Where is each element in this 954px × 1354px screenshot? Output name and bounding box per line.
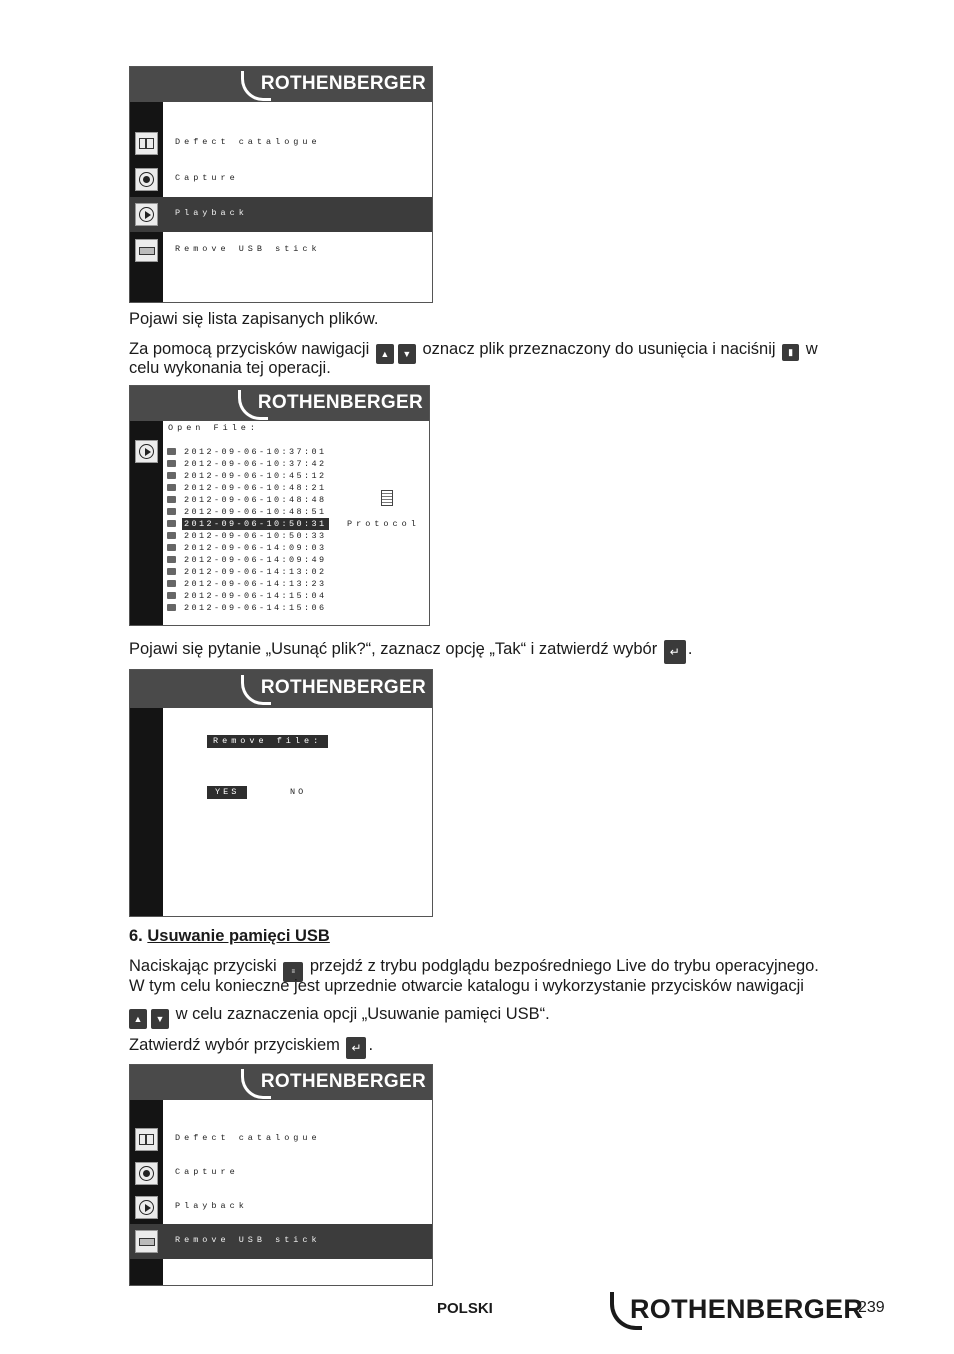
menu-label: Defect catalogue bbox=[175, 137, 321, 147]
footer-language: POLSKI bbox=[437, 1300, 493, 1317]
menu-label: Defect catalogue bbox=[175, 1133, 321, 1143]
screen-header bbox=[130, 1065, 432, 1100]
camera-icon bbox=[167, 556, 176, 563]
nav-up-button-icon: ▲ bbox=[129, 1009, 147, 1029]
menu-item-defect-catalogue[interactable] bbox=[130, 126, 432, 161]
camera-icon bbox=[167, 508, 176, 515]
yes-option[interactable]: YES bbox=[207, 786, 247, 799]
section-heading: 6. Usuwanie pamięci USB bbox=[129, 927, 330, 945]
paragraph-usb-3: ▲ ▼ w celu zaznaczenia opcji „Usuwanie pamięci USB“. bbox=[129, 1005, 550, 1029]
menu-item-capture[interactable] bbox=[130, 1156, 432, 1191]
menu-item-playback[interactable] bbox=[130, 197, 432, 232]
file-name: 2012-09-06-14:15:06 bbox=[184, 603, 327, 613]
camera-icon bbox=[167, 544, 176, 551]
nav-down-button-icon: ▼ bbox=[151, 1009, 169, 1029]
screen-main-menu-usb bbox=[129, 1064, 433, 1286]
file-name: 2012-09-06-14:09:49 bbox=[184, 555, 327, 565]
camera-icon bbox=[167, 568, 176, 575]
enter-button-icon: ↵ bbox=[346, 1037, 366, 1059]
paragraph-usb-1: Naciskając przyciski ≡ przejdź z trybu podglądu bezpośredniego Live do trybu operacyjnego. bbox=[129, 957, 819, 982]
usb-icon bbox=[135, 239, 158, 262]
document-icon bbox=[381, 490, 393, 506]
menu-label: Playback bbox=[175, 1201, 248, 1211]
rothenberger-logo: ROTHENBERGER bbox=[261, 674, 426, 702]
menu-label: Capture bbox=[175, 1167, 239, 1177]
usb-icon bbox=[135, 1230, 158, 1253]
record-icon bbox=[135, 1162, 158, 1185]
file-name: 2012-09-06-10:48:21 bbox=[184, 483, 327, 493]
menu-item-playback[interactable] bbox=[130, 1190, 432, 1225]
book-icon bbox=[135, 132, 158, 155]
file-name: 2012-09-06-10:50:33 bbox=[184, 531, 327, 541]
camera-icon bbox=[167, 472, 176, 479]
paragraph-navigation-cont: celu wykonania tej operacji. bbox=[129, 359, 331, 377]
menu-label: Remove USB stick bbox=[175, 1235, 321, 1245]
nav-up-button-icon: ▲ bbox=[376, 344, 394, 364]
open-file-title: Open File: bbox=[168, 423, 260, 433]
menu-item-capture[interactable] bbox=[130, 162, 432, 197]
menu-label: Capture bbox=[175, 173, 239, 183]
camera-icon bbox=[167, 484, 176, 491]
screen-sidebar bbox=[130, 708, 163, 916]
paragraph-confirm-delete: Pojawi się pytanie „Usunąć plik?“, zaznacz opcję „Tak“ i zatwierdź wybór ↵ . bbox=[129, 640, 692, 664]
play-icon bbox=[135, 1196, 158, 1219]
file-name: 2012-09-06-10:37:42 bbox=[184, 459, 327, 469]
screen-main-menu bbox=[129, 66, 433, 303]
camera-icon bbox=[167, 448, 176, 455]
file-name: 2012-09-06-14:13:02 bbox=[184, 567, 327, 577]
file-name: 2012-09-06-14:15:04 bbox=[184, 591, 327, 601]
footer-logo: ROTHENBERGER bbox=[630, 1292, 863, 1326]
file-name: 2012-09-06-10:50:31 bbox=[184, 519, 327, 529]
rothenberger-logo: ROTHENBERGER bbox=[261, 70, 426, 98]
camera-icon bbox=[167, 520, 176, 527]
rothenberger-logo: ROTHENBERGER bbox=[258, 389, 423, 417]
paragraph-navigation: Za pomocą przycisków nawigacji ▲ ▼ oznacz plik przeznaczony do usunięcia i naciśnij ▮ w bbox=[129, 340, 818, 364]
camera-icon bbox=[167, 604, 176, 611]
no-option[interactable]: NO bbox=[290, 787, 307, 797]
screen-open-file bbox=[129, 385, 430, 626]
screen-header bbox=[130, 670, 432, 708]
file-name: 2012-09-06-10:37:01 bbox=[184, 447, 327, 457]
file-name: 2012-09-06-14:09:03 bbox=[184, 543, 327, 553]
page-number: 239 bbox=[858, 1299, 885, 1316]
record-icon bbox=[135, 168, 158, 191]
enter-button-icon: ↵ bbox=[664, 640, 686, 664]
screen-remove-file bbox=[129, 669, 433, 917]
camera-icon bbox=[167, 580, 176, 587]
menu-item-defect-catalogue[interactable] bbox=[130, 1122, 432, 1157]
remove-file-prompt: Remove file: bbox=[207, 735, 328, 748]
paragraph-usb-confirm: Zatwierdź wybór przyciskiem ↵ . bbox=[129, 1036, 373, 1059]
file-name: 2012-09-06-10:45:12 bbox=[184, 471, 327, 481]
delete-button-icon: ▮ bbox=[782, 344, 799, 361]
camera-icon bbox=[167, 496, 176, 503]
paragraph-file-list: Pojawi się lista zapisanych plików. bbox=[129, 310, 379, 328]
nav-down-button-icon: ▼ bbox=[398, 344, 416, 364]
menu-button-icon: ≡ bbox=[283, 962, 303, 982]
file-name: 2012-09-06-10:48:48 bbox=[184, 495, 327, 505]
menu-item-remove-usb[interactable] bbox=[130, 233, 432, 268]
screen-header bbox=[130, 67, 432, 102]
book-icon bbox=[135, 1128, 158, 1151]
screen-sidebar bbox=[130, 421, 163, 625]
camera-icon bbox=[167, 532, 176, 539]
menu-label: Remove USB stick bbox=[175, 244, 321, 254]
paragraph-usb-2: W tym celu konieczne jest uprzednie otwarcie katalogu i wykorzystanie przycisków nawigacji bbox=[129, 977, 804, 995]
play-icon bbox=[135, 203, 158, 226]
protocol-label[interactable]: Protocol bbox=[347, 519, 420, 529]
play-icon bbox=[135, 440, 158, 463]
menu-label: Playback bbox=[175, 208, 248, 218]
screen-header bbox=[130, 386, 429, 421]
camera-icon bbox=[167, 592, 176, 599]
rothenberger-logo: ROTHENBERGER bbox=[261, 1068, 426, 1096]
menu-item-remove-usb[interactable] bbox=[130, 1224, 432, 1259]
file-name: 2012-09-06-10:48:51 bbox=[184, 507, 327, 517]
file-name: 2012-09-06-14:13:23 bbox=[184, 579, 327, 589]
camera-icon bbox=[167, 460, 176, 467]
